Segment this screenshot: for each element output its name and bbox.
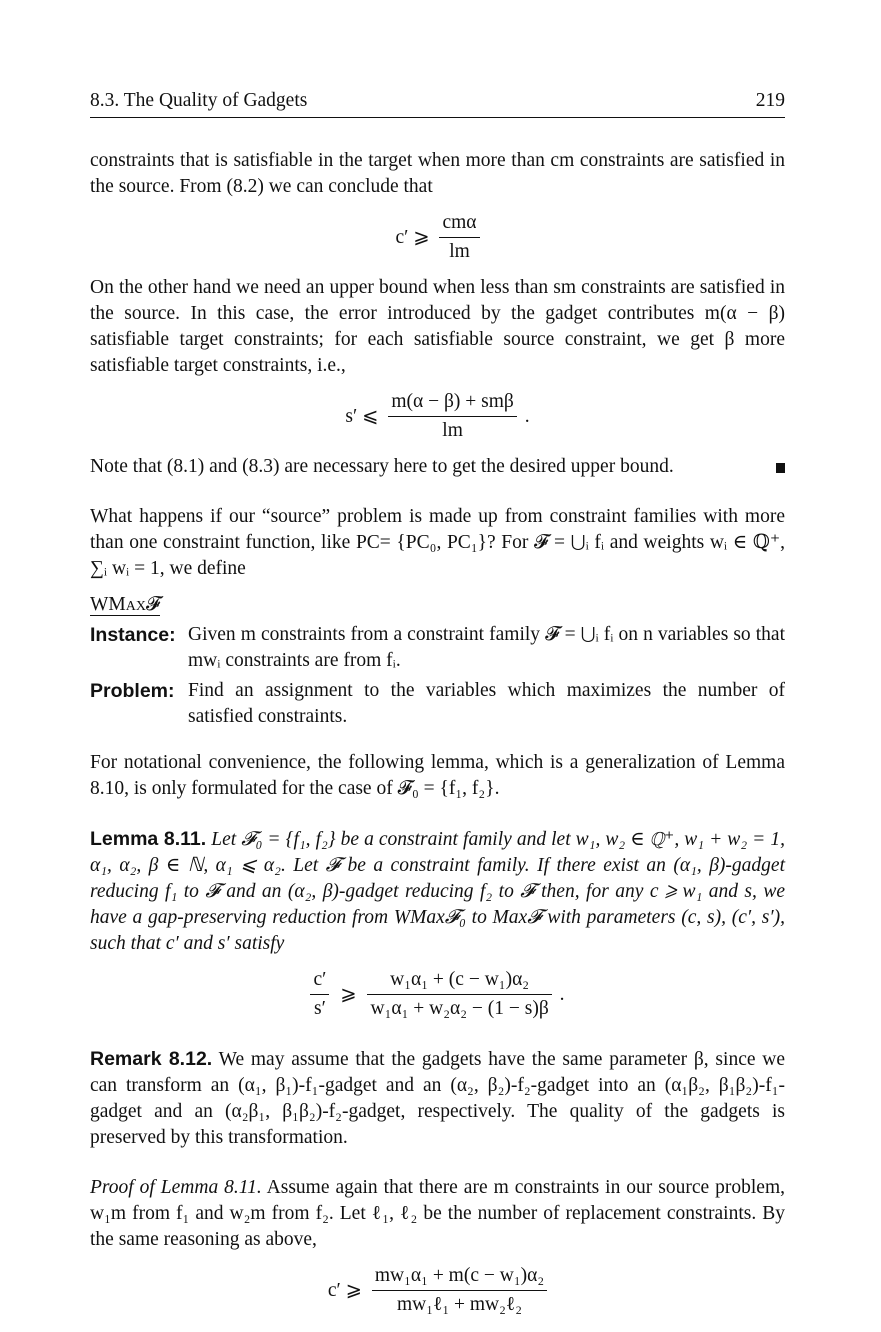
lhs-numerator: c′: [310, 967, 329, 995]
fraction: [388, 389, 516, 444]
lemma-label: Lemma 8.11.: [90, 828, 207, 850]
denominator: lm: [449, 241, 470, 262]
lemma-8-11: [90, 826, 785, 957]
problem-label: Problem:: [90, 680, 175, 702]
equation-proof: [90, 1263, 785, 1318]
paragraph-3: [90, 454, 785, 480]
relation: ⩾: [340, 983, 357, 1005]
remark-label: Remark 8.12.: [90, 1048, 213, 1070]
equation-lhs: c′ ⩾: [395, 226, 430, 248]
denominator: lm: [442, 420, 463, 441]
instance-label: Instance:: [90, 624, 176, 646]
definition-problem: [90, 678, 785, 730]
equation-lhs: s′ ⩽: [345, 405, 379, 427]
paragraph-2: On the other hand we need an upper bound when less than sm constraints are satisfied in the source. In this case, the error introduced by the gadget contributes m(α − β) satisfiable target constraints; for each satisfiable source constraint, we get β more satisfiable target constraints, i.e.,: [90, 277, 785, 376]
rhs-denominator: w₁α₁ + w₂α₂ − (1 − s)β: [370, 998, 549, 1019]
equation-lhs: c′ ⩾: [327, 1279, 362, 1301]
paragraph-5: For notational convenience, the following lemma, which is a generalization of Lemma 8.10, is only formulated for the case of 𝓕₀ = {f₁, f₂}.: [90, 752, 785, 799]
equation-s-prime: [90, 389, 785, 444]
paragraph-3-text: Note that (8.1) and (8.3) are necessary here to get the desired upper bound.: [90, 456, 674, 477]
paragraph-1: constraints that is satisfiable in the target when more than cm constraints are satisfied in the source. From (8.2) we can conclude that: [90, 150, 785, 197]
lemma-text: Let 𝓕₀ = {f₁, f₂} be a constraint family and let w₁, w₂ ∈ ℚ⁺, w₁ + w₂ = 1, α₁, α₂, β ∈ ℕ, α₁ ⩽ α₂. Let 𝓕 be a constraint family. If there exist an (α₁, β)-gadget reducing f₁ to 𝓕 and an (α₂, β)-gadget reducing f₂ to 𝓕 then, for any c ⩾ w₁ and s, we have a gap-preserving reduction from WMax𝓕₀ to Max𝓕 with parameters (c, s), (c′, s′), such that c′ and s′ satisfy: [90, 829, 785, 954]
equation-ratio: [90, 967, 785, 1022]
rhs-numerator: w₁α₁ + (c − w₁)α₂: [367, 967, 551, 995]
qed-box-icon: [776, 454, 785, 480]
lhs-denominator: s′: [314, 998, 326, 1019]
fraction: [372, 1263, 547, 1318]
proof-lemma-8-11: [90, 1175, 785, 1253]
numerator: cmα: [439, 210, 479, 238]
instance-text: Given m constraints from a constraint family 𝓕 = ⋃ᵢ fᵢ on n variables so that mwᵢ constraints are from fᵢ.: [188, 624, 785, 671]
paragraph-4: What happens if our “source” problem is made up from constraint families with more than one constraint function, like PC= {PC₀, PC₁}? For 𝓕 = ⋃ᵢ fᵢ and weights wᵢ ∈ ℚ⁺, ∑ᵢ wᵢ = 1, we define: [90, 506, 785, 579]
definition-instance: [90, 622, 785, 674]
denominator: mw₁ℓ₁ + mw₂ℓ₂: [396, 1294, 523, 1315]
equation-period: .: [559, 983, 565, 1005]
numerator: m(α − β) + smβ: [388, 389, 516, 417]
remark-text: We may assume that the gadgets have the same parameter β, since we can transform an (α₁, β₁)-f₁-gadget and an (α₂, β₂)-f₂-gadget into an (α₁β₂, β₁β₂)-f₁-gadget and an (α₂β₁, β₁β₂)-f₂-gadget, respectively. The quality of the gadgets is preserved by this transformation.: [90, 1049, 785, 1148]
problem-text: Find an assignment to the variables which maximizes the number of satisfied constraints.: [188, 680, 785, 727]
section-title: 8.3. The Quality of Gadgets: [90, 90, 308, 111]
equation-period: .: [524, 405, 530, 427]
lhs-fraction: [310, 967, 329, 1022]
running-header: [90, 88, 785, 118]
fraction: [439, 210, 479, 265]
equation-c-prime: [90, 210, 785, 265]
remark-8-12: [90, 1046, 785, 1151]
proof-text: Assume again that there are m constraints in our source problem, w₁m from f₁ and w₂m from f₂. Let ℓ₁, ℓ₂ be the number of replacement constraints. By the same reasoning as above,: [90, 1177, 785, 1250]
page: [90, 88, 785, 1328]
numerator: mw₁α₁ + m(c − w₁)α₂: [372, 1263, 547, 1291]
proof-label: Proof of Lemma 8.11.: [90, 1177, 262, 1198]
rhs-fraction: [367, 967, 551, 1022]
page-number: 219: [755, 90, 785, 111]
definition-title: WMax𝓕: [90, 594, 161, 615]
